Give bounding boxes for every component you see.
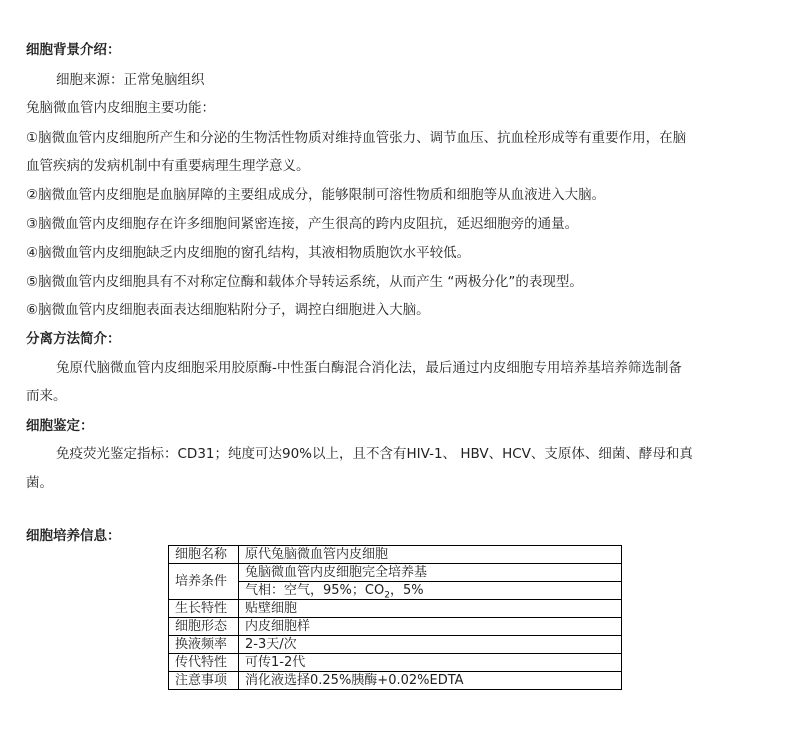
function-1-line-1: ①脑微血管内皮细胞所产生和分泌的生物活性物质对维持血管张力、调节血压、抗血栓形成等有重要作用，在脑 (26, 130, 687, 146)
isolation-text-line-2: 而来。 (26, 388, 67, 404)
identification-text-line-1: 免疫荧光鉴定指标：CD31；纯度可达90%以上，且不含有HIV-1、 HBV、HCV、支原体、细菌、酵母和真 (56, 446, 693, 462)
table-row (169, 546, 622, 564)
identification-text-line-2: 菌。 (26, 475, 53, 491)
culture-condition-label: 培养条件 (169, 564, 239, 600)
co2-subscript: 2 (384, 590, 390, 601)
morphology-value: 内皮细胞样 (239, 618, 622, 636)
function-4: ④脑微血管内皮细胞缺乏内皮细胞的窗孔结构，其液相物质胞饮水平较低。 (26, 245, 471, 261)
growth-value: 贴壁细胞 (239, 600, 622, 618)
morphology-label: 细胞形态 (169, 618, 239, 636)
passage-label: 传代特性 (169, 654, 239, 672)
table-row (169, 618, 622, 636)
medium-change-value: 2-3天/次 (239, 636, 622, 654)
functions-title: 兔脑微血管内皮细胞主要功能： (26, 100, 215, 116)
culture-info-table (168, 545, 622, 690)
culture-heading: 细胞培养信息： (26, 528, 121, 544)
cell-name-label: 细胞名称 (169, 546, 239, 564)
growth-label: 生长特性 (169, 600, 239, 618)
gas-phase-value (239, 582, 622, 600)
gas-phase-text: 气相：空气，95%；CO (245, 583, 385, 598)
medium-change-label: 换液频率 (169, 636, 239, 654)
function-5: ⑤脑微血管内皮细胞具有不对称定位酶和载体介导转运系统，从而产生 “两极分化”的表现型。 (26, 274, 583, 290)
culture-medium-value: 兔脑微血管内皮细胞完全培养基 (239, 564, 622, 582)
background-heading: 细胞背景介绍： (26, 42, 121, 58)
notes-value: 消化液选择0.25%胰酶+0.02%EDTA (239, 672, 622, 690)
table-row (169, 654, 622, 672)
function-6: ⑥脑微血管内皮细胞表面表达细胞粘附分子，调控白细胞进入大脑。 (26, 302, 430, 318)
table-row (169, 600, 622, 618)
table-row (169, 636, 622, 654)
cell-name-value: 原代兔脑微血管内皮细胞 (239, 546, 622, 564)
cell-source: 细胞来源：正常兔脑组织 (56, 72, 205, 88)
isolation-text-line-1: 兔原代脑微血管内皮细胞采用胶原酶-中性蛋白酶混合消化法，最后通过内皮细胞专用培养基培养筛选制备 (56, 360, 682, 376)
identification-heading: 细胞鉴定： (26, 418, 94, 434)
isolation-heading: 分离方法简介： (26, 331, 121, 347)
function-2: ②脑微血管内皮细胞是血脑屏障的主要组成成分，能够限制可溶性物质和细胞等从血液进入大脑。 (26, 187, 606, 203)
gas-phase-text-end: ，5% (389, 583, 424, 598)
function-3: ③脑微血管内皮细胞存在许多细胞间紧密连接，产生很高的跨内皮阻抗，延迟细胞旁的通量。 (26, 216, 579, 232)
function-1-line-2: 血管疾病的发病机制中有重要病理生理学意义。 (26, 158, 310, 174)
passage-value: 可传1-2代 (239, 654, 622, 672)
table-row (169, 564, 622, 582)
notes-label: 注意事项 (169, 672, 239, 690)
table-row (169, 672, 622, 690)
